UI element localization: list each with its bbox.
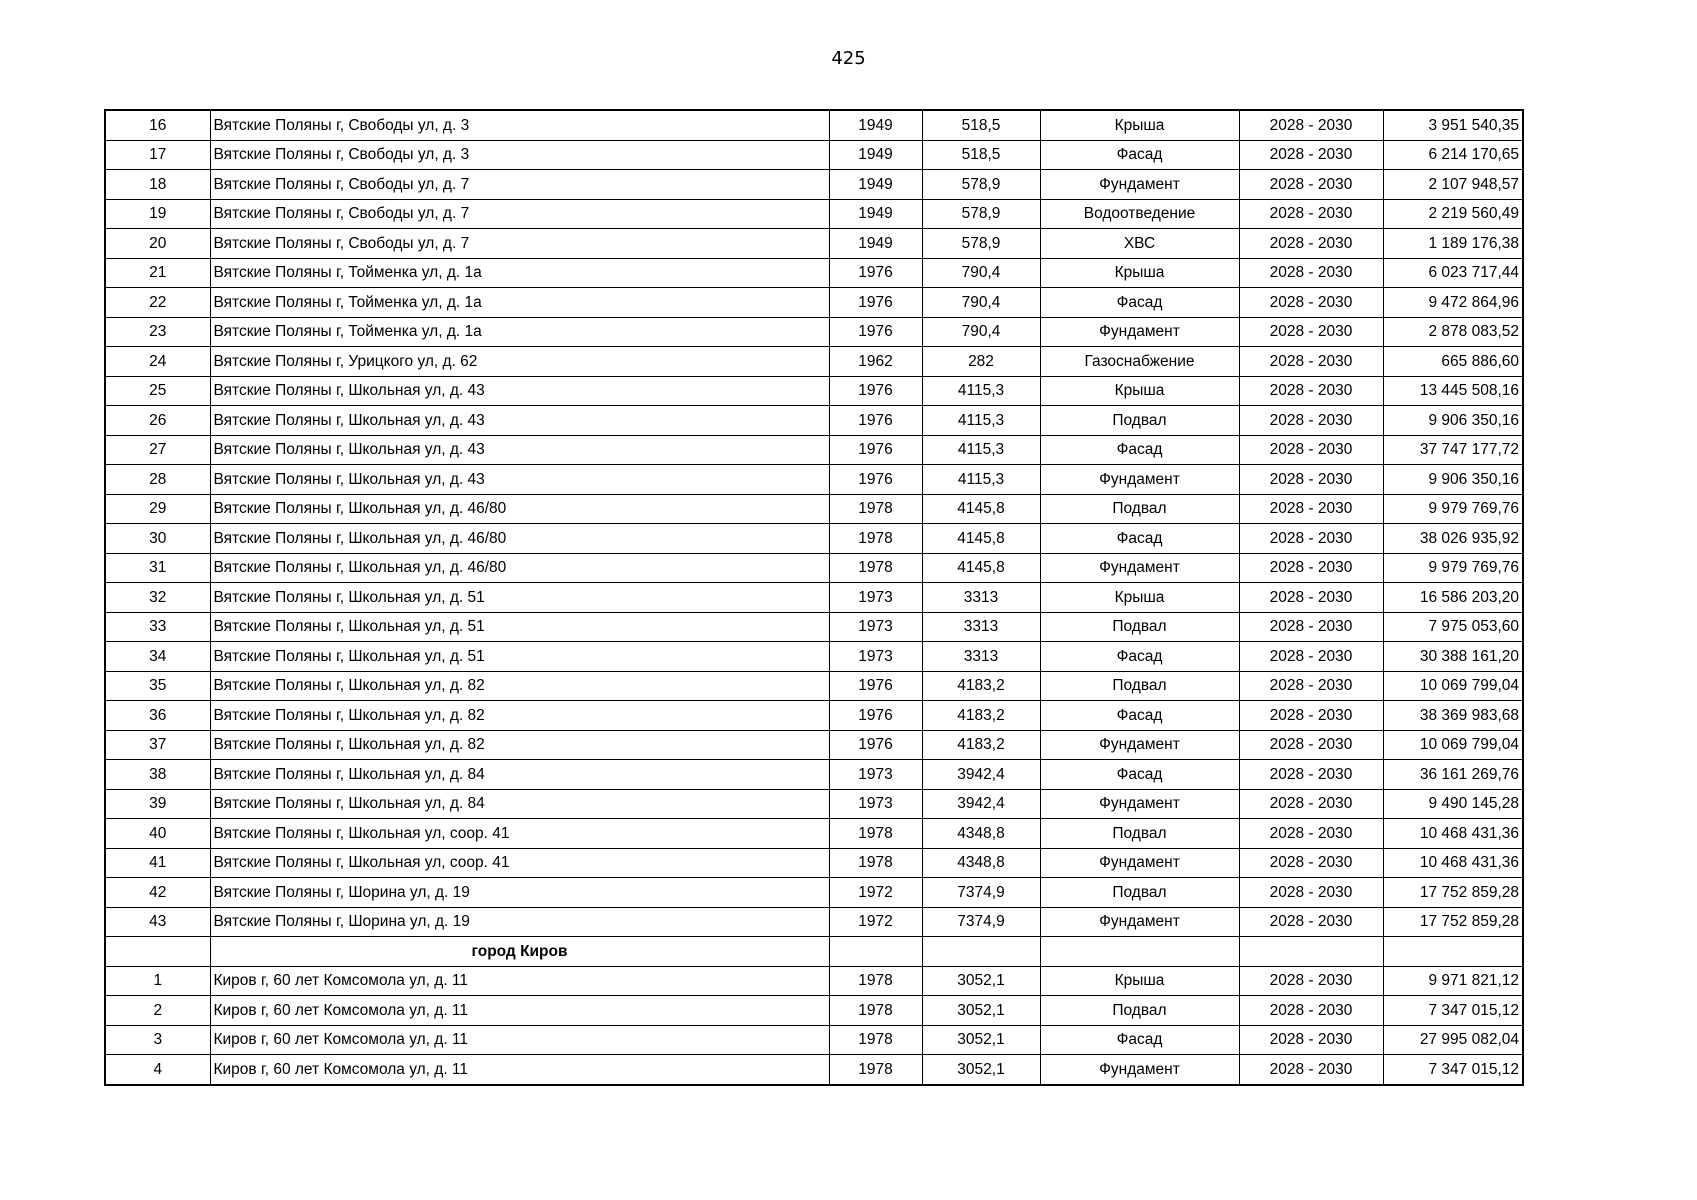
address-cell: Вятские Поляны г, Школьная ул, д. 46/80	[210, 553, 829, 583]
period-cell: 2028 - 2030	[1239, 524, 1383, 554]
work-type-cell: Фундамент	[1040, 848, 1239, 878]
work-type-cell: Фасад	[1040, 140, 1239, 170]
period-cell: 2028 - 2030	[1239, 701, 1383, 731]
row-number: 39	[105, 789, 210, 819]
work-type-cell: ХВС	[1040, 229, 1239, 259]
cost-cell: 9 979 769,76	[1383, 553, 1523, 583]
row-number: 32	[105, 583, 210, 613]
period-cell: 2028 - 2030	[1239, 465, 1383, 495]
area-cell: 518,5	[922, 140, 1040, 170]
year-built-cell: 1978	[829, 1055, 922, 1085]
row-number: 24	[105, 347, 210, 377]
row-number: 26	[105, 406, 210, 436]
work-type-cell: Фасад	[1040, 524, 1239, 554]
area-cell: 4145,8	[922, 494, 1040, 524]
cost-cell: 7 347 015,12	[1383, 1055, 1523, 1085]
table-row	[105, 760, 1523, 790]
work-type-cell: Фасад	[1040, 288, 1239, 318]
address-cell: Киров г, 60 лет Комсомола ул, д. 11	[210, 1055, 829, 1085]
period-cell: 2028 - 2030	[1239, 376, 1383, 406]
work-type-cell: Подвал	[1040, 612, 1239, 642]
period-cell: 2028 - 2030	[1239, 907, 1383, 937]
row-number: 43	[105, 907, 210, 937]
year-built-cell: 1949	[829, 199, 922, 229]
row-number: 4	[105, 1055, 210, 1085]
row-number: 25	[105, 376, 210, 406]
table-row	[105, 199, 1523, 229]
table-row	[105, 671, 1523, 701]
cost-cell: 9 906 350,16	[1383, 406, 1523, 436]
row-number: 40	[105, 819, 210, 849]
year-built-cell: 1973	[829, 789, 922, 819]
work-type-cell: Крыша	[1040, 583, 1239, 613]
year-built-cell: 1976	[829, 288, 922, 318]
table-row	[105, 789, 1523, 819]
area-cell: 578,9	[922, 170, 1040, 200]
area-cell: 518,5	[922, 110, 1040, 140]
table-row	[105, 553, 1523, 583]
row-number: 17	[105, 140, 210, 170]
year-built-cell: 1976	[829, 701, 922, 731]
area-cell: 4115,3	[922, 435, 1040, 465]
address-cell: Вятские Поляны г, Школьная ул, д. 84	[210, 789, 829, 819]
work-type-cell: Фундамент	[1040, 789, 1239, 819]
year-built-cell: 1949	[829, 170, 922, 200]
cost-cell: 16 586 203,20	[1383, 583, 1523, 613]
cost-cell: 38 026 935,92	[1383, 524, 1523, 554]
row-number: 37	[105, 730, 210, 760]
address-cell: Вятские Поляны г, Школьная ул, д. 82	[210, 730, 829, 760]
area-cell: 3052,1	[922, 1025, 1040, 1055]
row-number: 22	[105, 288, 210, 318]
area-cell: 3942,4	[922, 760, 1040, 790]
area-cell: 3942,4	[922, 789, 1040, 819]
table-row	[105, 110, 1523, 140]
cost-cell: 9 906 350,16	[1383, 465, 1523, 495]
address-cell: Вятские Поляны г, Школьная ул, д. 43	[210, 465, 829, 495]
row-number	[105, 937, 210, 967]
period-cell: 2028 - 2030	[1239, 406, 1383, 436]
address-cell: Вятские Поляны г, Школьная ул, д. 82	[210, 671, 829, 701]
year-built-cell: 1972	[829, 878, 922, 908]
cost-cell: 9 472 864,96	[1383, 288, 1523, 318]
address-cell: Вятские Поляны г, Свободы ул, д. 3	[210, 140, 829, 170]
address-cell: Вятские Поляны г, Школьная ул, д. 51	[210, 583, 829, 613]
period-cell: 2028 - 2030	[1239, 288, 1383, 318]
row-number: 38	[105, 760, 210, 790]
work-type-cell: Подвал	[1040, 996, 1239, 1026]
period-cell: 2028 - 2030	[1239, 966, 1383, 996]
work-type-cell: Фундамент	[1040, 170, 1239, 200]
work-type-cell: Крыша	[1040, 258, 1239, 288]
area-cell: 4183,2	[922, 730, 1040, 760]
area-cell: 4115,3	[922, 465, 1040, 495]
address-cell: Киров г, 60 лет Комсомола ул, д. 11	[210, 996, 829, 1026]
cost-cell: 7 347 015,12	[1383, 996, 1523, 1026]
row-number: 1	[105, 966, 210, 996]
table-row	[105, 288, 1523, 318]
area-cell: 282	[922, 347, 1040, 377]
year-built-cell: 1978	[829, 819, 922, 849]
area-cell: 4145,8	[922, 524, 1040, 554]
row-number: 18	[105, 170, 210, 200]
address-cell: Вятские Поляны г, Школьная ул, д. 51	[210, 612, 829, 642]
work-type-cell: Фундамент	[1040, 465, 1239, 495]
cost-cell: 37 747 177,72	[1383, 435, 1523, 465]
cost-cell: 17 752 859,28	[1383, 907, 1523, 937]
work-type-cell: Фасад	[1040, 642, 1239, 672]
cost-cell: 9 971 821,12	[1383, 966, 1523, 996]
row-number: 2	[105, 996, 210, 1026]
address-cell: Вятские Поляны г, Свободы ул, д. 7	[210, 170, 829, 200]
row-number: 23	[105, 317, 210, 347]
row-number: 20	[105, 229, 210, 259]
year-built-cell: 1973	[829, 760, 922, 790]
address-cell: Вятские Поляны г, Тойменка ул, д. 1а	[210, 317, 829, 347]
table-row	[105, 494, 1523, 524]
period-cell: 2028 - 2030	[1239, 553, 1383, 583]
table-row	[105, 1025, 1523, 1055]
year-built-cell: 1978	[829, 553, 922, 583]
work-type-cell: Фасад	[1040, 760, 1239, 790]
year-built-cell: 1976	[829, 376, 922, 406]
table-row	[105, 996, 1523, 1026]
area-cell: 3313	[922, 612, 1040, 642]
year-built-cell: 1973	[829, 583, 922, 613]
cost-cell: 3 951 540,35	[1383, 110, 1523, 140]
table-row	[105, 848, 1523, 878]
area-cell: 3052,1	[922, 1055, 1040, 1085]
year-built-cell: 1978	[829, 494, 922, 524]
period-cell: 2028 - 2030	[1239, 1025, 1383, 1055]
address-cell: Вятские Поляны г, Школьная ул, д. 84	[210, 760, 829, 790]
year-built-cell: 1978	[829, 848, 922, 878]
area-cell: 578,9	[922, 199, 1040, 229]
cost-cell: 10 468 431,36	[1383, 819, 1523, 849]
work-type-cell: Крыша	[1040, 110, 1239, 140]
cost-cell: 10 069 799,04	[1383, 671, 1523, 701]
cost-cell: 17 752 859,28	[1383, 878, 1523, 908]
area-cell: 4145,8	[922, 553, 1040, 583]
work-type-cell: Подвал	[1040, 671, 1239, 701]
work-type-cell: Подвал	[1040, 878, 1239, 908]
period-cell: 2028 - 2030	[1239, 494, 1383, 524]
period-cell: 2028 - 2030	[1239, 848, 1383, 878]
area-cell: 790,4	[922, 258, 1040, 288]
period-cell: 2028 - 2030	[1239, 347, 1383, 377]
area-cell: 790,4	[922, 317, 1040, 347]
cost-cell: 7 975 053,60	[1383, 612, 1523, 642]
cost-cell: 9 490 145,28	[1383, 789, 1523, 819]
year-built-cell: 1976	[829, 730, 922, 760]
cost-cell: 1 189 176,38	[1383, 229, 1523, 259]
table-row	[105, 258, 1523, 288]
cost-cell: 665 886,60	[1383, 347, 1523, 377]
address-cell: Вятские Поляны г, Школьная ул, соор. 41	[210, 819, 829, 849]
year-built-cell: 1976	[829, 465, 922, 495]
area-cell: 578,9	[922, 229, 1040, 259]
table-row	[105, 878, 1523, 908]
table-row	[105, 1055, 1523, 1085]
work-type-cell: Крыша	[1040, 376, 1239, 406]
cost-cell: 38 369 983,68	[1383, 701, 1523, 731]
address-cell: Киров г, 60 лет Комсомола ул, д. 11	[210, 966, 829, 996]
row-number: 31	[105, 553, 210, 583]
table-body	[105, 110, 1523, 1085]
year-built-cell: 1976	[829, 258, 922, 288]
year-built-cell: 1949	[829, 140, 922, 170]
table-row	[105, 435, 1523, 465]
table-row	[105, 317, 1523, 347]
period-cell: 2028 - 2030	[1239, 317, 1383, 347]
table-row	[105, 347, 1523, 377]
table-row	[105, 642, 1523, 672]
row-number: 35	[105, 671, 210, 701]
area-cell: 4183,2	[922, 671, 1040, 701]
table-row	[105, 612, 1523, 642]
year-built-cell: 1976	[829, 406, 922, 436]
period-cell: 2028 - 2030	[1239, 612, 1383, 642]
year-built-cell: 1978	[829, 996, 922, 1026]
work-type-cell: Фасад	[1040, 1025, 1239, 1055]
period-cell: 2028 - 2030	[1239, 170, 1383, 200]
year-built-cell: 1949	[829, 110, 922, 140]
work-type-cell: Подвал	[1040, 406, 1239, 436]
cost-cell: 27 995 082,04	[1383, 1025, 1523, 1055]
address-cell: Вятские Поляны г, Школьная ул, д. 46/80	[210, 494, 829, 524]
page-number: 425	[831, 48, 866, 69]
row-number: 41	[105, 848, 210, 878]
period-cell: 2028 - 2030	[1239, 435, 1383, 465]
row-number: 36	[105, 701, 210, 731]
period-cell: 2028 - 2030	[1239, 789, 1383, 819]
table-row	[105, 140, 1523, 170]
period-cell: 2028 - 2030	[1239, 140, 1383, 170]
area-cell: 4115,3	[922, 376, 1040, 406]
year-built-cell: 1962	[829, 347, 922, 377]
work-type-cell: Фундамент	[1040, 907, 1239, 937]
table-row	[105, 229, 1523, 259]
work-type-cell: Газоснабжение	[1040, 347, 1239, 377]
cost-cell: 6 023 717,44	[1383, 258, 1523, 288]
row-number: 42	[105, 878, 210, 908]
table-row	[105, 907, 1523, 937]
table-row	[105, 376, 1523, 406]
period-cell: 2028 - 2030	[1239, 1055, 1383, 1085]
row-number: 21	[105, 258, 210, 288]
cost-cell: 10 069 799,04	[1383, 730, 1523, 760]
period-cell: 2028 - 2030	[1239, 996, 1383, 1026]
cost-cell: 10 468 431,36	[1383, 848, 1523, 878]
table-row	[105, 524, 1523, 554]
period-cell: 2028 - 2030	[1239, 258, 1383, 288]
address-cell: Киров г, 60 лет Комсомола ул, д. 11	[210, 1025, 829, 1055]
section-header-row	[105, 937, 1523, 967]
cost-cell: 2 107 948,57	[1383, 170, 1523, 200]
address-cell: Вятские Поляны г, Шорина ул, д. 19	[210, 907, 829, 937]
period-cell: 2028 - 2030	[1239, 730, 1383, 760]
year-built-cell: 1949	[829, 229, 922, 259]
address-cell: Вятские Поляны г, Школьная ул, д. 43	[210, 376, 829, 406]
period-cell: 2028 - 2030	[1239, 760, 1383, 790]
work-type-cell: Подвал	[1040, 819, 1239, 849]
table-row	[105, 583, 1523, 613]
area-cell: 4348,8	[922, 848, 1040, 878]
cost-cell: 13 445 508,16	[1383, 376, 1523, 406]
year-built-cell: 1972	[829, 907, 922, 937]
year-built-cell: 1976	[829, 435, 922, 465]
address-cell: Вятские Поляны г, Школьная ул, д. 43	[210, 435, 829, 465]
address-cell: Вятские Поляны г, Тойменка ул, д. 1а	[210, 258, 829, 288]
area-cell: 790,4	[922, 288, 1040, 318]
cost-cell: 2 878 083,52	[1383, 317, 1523, 347]
period-cell: 2028 - 2030	[1239, 642, 1383, 672]
period-cell: 2028 - 2030	[1239, 110, 1383, 140]
year-built-cell	[829, 937, 922, 967]
address-cell: Вятские Поляны г, Тойменка ул, д. 1а	[210, 288, 829, 318]
period-cell: 2028 - 2030	[1239, 229, 1383, 259]
work-type-cell: Фундамент	[1040, 553, 1239, 583]
cost-cell: 2 219 560,49	[1383, 199, 1523, 229]
period-cell: 2028 - 2030	[1239, 583, 1383, 613]
address-cell: Вятские Поляны г, Школьная ул, д. 46/80	[210, 524, 829, 554]
address-cell: Вятские Поляны г, Шорина ул, д. 19	[210, 878, 829, 908]
work-type-cell: Крыша	[1040, 966, 1239, 996]
work-type-cell: Фундамент	[1040, 1055, 1239, 1085]
area-cell: 7374,9	[922, 907, 1040, 937]
row-number: 19	[105, 199, 210, 229]
cost-cell: 6 214 170,65	[1383, 140, 1523, 170]
area-cell: 4115,3	[922, 406, 1040, 436]
row-number: 33	[105, 612, 210, 642]
table-row	[105, 730, 1523, 760]
period-cell	[1239, 937, 1383, 967]
year-built-cell: 1973	[829, 642, 922, 672]
row-number: 34	[105, 642, 210, 672]
row-number: 16	[105, 110, 210, 140]
work-type-cell: Фундамент	[1040, 730, 1239, 760]
address-cell: Вятские Поляны г, Урицкого ул, д. 62	[210, 347, 829, 377]
address-cell: Вятские Поляны г, Школьная ул, д. 51	[210, 642, 829, 672]
area-cell: 3052,1	[922, 996, 1040, 1026]
work-type-cell: Подвал	[1040, 494, 1239, 524]
address-cell: Вятские Поляны г, Школьная ул, д. 82	[210, 701, 829, 731]
address-cell: Вятские Поляны г, Свободы ул, д. 7	[210, 199, 829, 229]
row-number: 28	[105, 465, 210, 495]
row-number: 27	[105, 435, 210, 465]
table-row	[105, 406, 1523, 436]
section-title: город Киров	[210, 937, 829, 967]
work-type-cell: Фасад	[1040, 701, 1239, 731]
cost-cell: 9 979 769,76	[1383, 494, 1523, 524]
period-cell: 2028 - 2030	[1239, 819, 1383, 849]
table-row	[105, 465, 1523, 495]
year-built-cell: 1978	[829, 966, 922, 996]
table-row	[105, 819, 1523, 849]
row-number: 30	[105, 524, 210, 554]
address-cell: Вятские Поляны г, Школьная ул, соор. 41	[210, 848, 829, 878]
address-cell: Вятские Поляны г, Школьная ул, д. 43	[210, 406, 829, 436]
cost-cell: 30 388 161,20	[1383, 642, 1523, 672]
table-row	[105, 170, 1523, 200]
address-cell: Вятские Поляны г, Свободы ул, д. 7	[210, 229, 829, 259]
year-built-cell: 1976	[829, 317, 922, 347]
area-cell: 7374,9	[922, 878, 1040, 908]
period-cell: 2028 - 2030	[1239, 878, 1383, 908]
year-built-cell: 1976	[829, 671, 922, 701]
period-cell: 2028 - 2030	[1239, 199, 1383, 229]
repair-schedule-table	[104, 109, 1524, 1086]
work-type-cell: Фундамент	[1040, 317, 1239, 347]
area-cell	[922, 937, 1040, 967]
year-built-cell: 1973	[829, 612, 922, 642]
cost-cell: 36 161 269,76	[1383, 760, 1523, 790]
year-built-cell: 1978	[829, 1025, 922, 1055]
row-number: 29	[105, 494, 210, 524]
address-cell: Вятские Поляны г, Свободы ул, д. 3	[210, 110, 829, 140]
period-cell: 2028 - 2030	[1239, 671, 1383, 701]
year-built-cell: 1978	[829, 524, 922, 554]
area-cell: 4183,2	[922, 701, 1040, 731]
area-cell: 3052,1	[922, 966, 1040, 996]
table-row	[105, 701, 1523, 731]
work-type-cell	[1040, 937, 1239, 967]
area-cell: 3313	[922, 642, 1040, 672]
area-cell: 4348,8	[922, 819, 1040, 849]
work-type-cell: Фасад	[1040, 435, 1239, 465]
work-type-cell: Водоотведение	[1040, 199, 1239, 229]
table-row	[105, 966, 1523, 996]
area-cell: 3313	[922, 583, 1040, 613]
cost-cell	[1383, 937, 1523, 967]
row-number: 3	[105, 1025, 210, 1055]
